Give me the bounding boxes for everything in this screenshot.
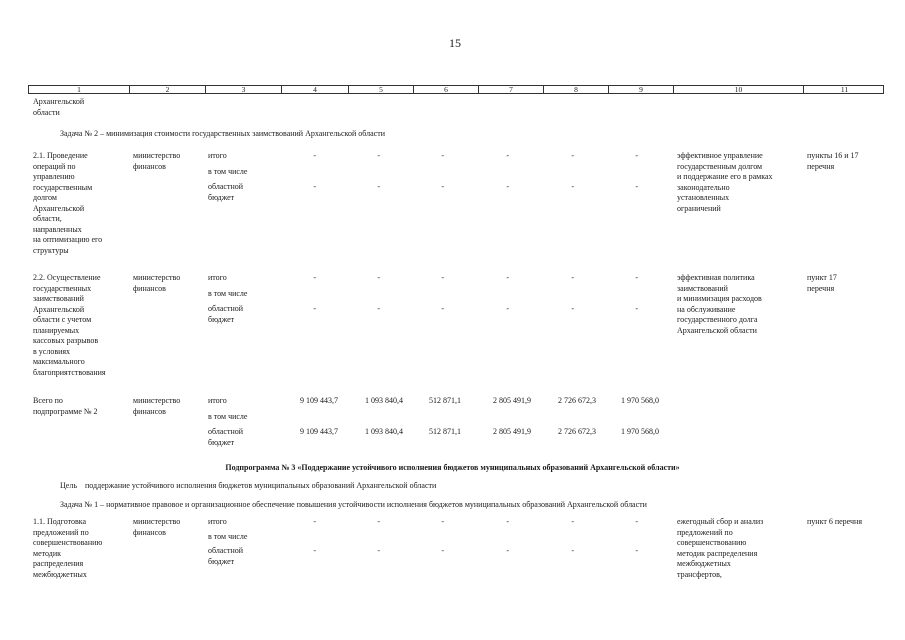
header-col-4: 4: [282, 85, 349, 94]
total-row-col4-regional: 9 109 443,7: [300, 427, 338, 436]
row-1-1-source-total: итого: [208, 517, 227, 526]
table-header-row: [28, 85, 884, 94]
total-row-col9-total: 1 970 568,0: [621, 396, 659, 405]
row-2-2-col8-total: -: [571, 273, 574, 282]
continuation-text: Архангельской области: [33, 97, 85, 117]
row-2-2-reference: пункт 17 перечня: [807, 273, 837, 293]
header-col-11: 11: [840, 85, 849, 94]
total-row-name: Всего по подпрограмме № 2: [33, 396, 98, 416]
header-col-10: 10: [674, 85, 804, 94]
row-1-1-col9-total: -: [635, 517, 638, 526]
row-2-1-source-regional: областной бюджет: [208, 182, 244, 202]
row-2-1-col4-regional: -: [313, 182, 316, 191]
header-col-9: 9: [609, 85, 674, 94]
row-1-1-col5-total: -: [377, 517, 380, 526]
row-1-1-result: ежегодный сбор и анализ предложений по совершенствованию методик распределения межбюджетных трансфертов,: [677, 517, 764, 579]
header-col-7: 7: [479, 85, 544, 94]
row-2-2-col7-total: -: [506, 273, 509, 282]
row-1-1-col9-regional: -: [635, 546, 638, 555]
row-2-2-col9-regional: -: [635, 304, 638, 313]
row-2-2-executor: министерство финансов: [133, 273, 181, 293]
total-row-col8-regional: 2 726 672,3: [558, 427, 596, 436]
row-2-1-col4-total: -: [313, 151, 316, 160]
total-row-executor: министерство финансов: [133, 396, 181, 416]
row-1-1-source-including: в том числе: [208, 532, 248, 541]
header-col-8: 8: [544, 85, 609, 94]
row-2-2-col5-total: -: [377, 273, 380, 282]
row-2-2-col4-regional: -: [313, 304, 316, 313]
total-row-col8-total: 2 726 672,3: [558, 396, 596, 405]
task-2-heading: Задача № 2 – минимизация стоимости государственных заимствований Архангельской области: [60, 129, 386, 138]
row-1-1-reference: пункт 6 перечня: [807, 517, 863, 526]
total-row-source-total: итого: [208, 396, 227, 405]
total-row-source-regional: областной бюджет: [208, 427, 244, 447]
total-row-col7-regional: 2 805 491,9: [493, 427, 531, 436]
total-row-col5-total: 1 093 840,4: [365, 396, 403, 405]
row-2-1-reference: пункты 16 и 17 перечня: [807, 151, 859, 171]
row-2-2-col9-total: -: [635, 273, 638, 282]
row-2-1-col7-total: -: [506, 151, 509, 160]
row-2-2-result: эффективная политика заимствований и минимизация расходов на обслуживание государственного долга Архангельской области: [677, 273, 762, 335]
total-row-col5-regional: 1 093 840,4: [365, 427, 403, 436]
row-2-2-source-total: итого: [208, 273, 227, 282]
header-col-3: 3: [206, 85, 282, 94]
row-2-2-col5-regional: -: [377, 304, 380, 313]
header-col-5: 5: [349, 85, 414, 94]
total-row-source-including: в том числе: [208, 412, 248, 421]
row-1-1-col5-regional: -: [377, 546, 380, 555]
row-1-1-col4-total: -: [313, 517, 316, 526]
row-2-1-source-total: итого: [208, 151, 227, 160]
header-col-1: 1: [29, 85, 130, 94]
row-1-1-executor: министерство финансов: [133, 517, 181, 537]
goal-text: поддержание устойчивого исполнения бюджетов муниципальных образований Архангельской области: [85, 481, 437, 490]
row-2-2-name: 2.2. Осуществление государственных заимствований Архангельской области с учетом планируемых кассовых разрывов в условиях максимального благоприятствования: [33, 273, 106, 377]
row-2-1-col6-regional: -: [441, 182, 444, 191]
total-row-col6-total: 512 871,1: [429, 396, 461, 405]
row-2-2-source-including: в том числе: [208, 289, 248, 298]
row-2-2-col7-regional: -: [506, 304, 509, 313]
row-1-1-col6-total: -: [441, 517, 444, 526]
row-2-2-col6-total: -: [441, 273, 444, 282]
row-1-1-source-regional: областной бюджет: [208, 546, 244, 566]
row-2-1-col6-total: -: [441, 151, 444, 160]
header-col-6: 6: [414, 85, 479, 94]
row-2-1-result: эффективное управление государственным долгом и поддержание его в рамках законодательно установленных ограничений: [677, 151, 773, 213]
row-2-1-col8-total: -: [571, 151, 574, 160]
row-1-1-col6-regional: -: [441, 546, 444, 555]
total-row-col6-regional: 512 871,1: [429, 427, 461, 436]
header-col-2: 2: [130, 85, 206, 94]
subprogram-3-title: Подпрограмма № 3 «Поддержание устойчивого исполнения бюджетов муниципальных образований Архангельской области»: [225, 463, 680, 472]
row-2-2-col6-regional: -: [441, 304, 444, 313]
row-2-1-col9-regional: -: [635, 182, 638, 191]
row-2-1-col5-total: -: [377, 151, 380, 160]
row-2-1-name: 2.1. Проведение операций по управлению государственным долгом Архангельской области, направленных на оптимизацию его структуры: [33, 151, 103, 255]
row-2-2-col4-total: -: [313, 273, 316, 282]
row-2-1-col8-regional: -: [571, 182, 574, 191]
row-1-1-col7-regional: -: [506, 546, 509, 555]
row-1-1-col4-regional: -: [313, 546, 316, 555]
row-2-2-col8-regional: -: [571, 304, 574, 313]
task-1-heading: Задача № 1 – нормативное правовое и организационное обеспечение повышения устойчивости исполнения бюджетов муниципальных образований Архангельской области: [60, 500, 647, 509]
goal-label: Цель: [60, 481, 77, 490]
row-1-1-col8-total: -: [571, 517, 574, 526]
row-2-1-col5-regional: -: [377, 182, 380, 191]
row-1-1-col8-regional: -: [571, 546, 574, 555]
row-2-1-source-including: в том числе: [208, 167, 248, 176]
total-row-col7-total: 2 805 491,9: [493, 396, 531, 405]
row-2-1-executor: министерство финансов: [133, 151, 181, 171]
row-2-2-source-regional: областной бюджет: [208, 304, 244, 324]
total-row-col4-total: 9 109 443,7: [300, 396, 338, 405]
total-row-col9-regional: 1 970 568,0: [621, 427, 659, 436]
row-1-1-col7-total: -: [506, 517, 509, 526]
row-2-1-col9-total: -: [635, 151, 638, 160]
page-number: 15: [449, 36, 461, 50]
row-1-1-name: 1.1. Подготовка предложений по совершенствованию методик распределения межбюджетных: [33, 517, 103, 579]
row-2-1-col7-regional: -: [506, 182, 509, 191]
